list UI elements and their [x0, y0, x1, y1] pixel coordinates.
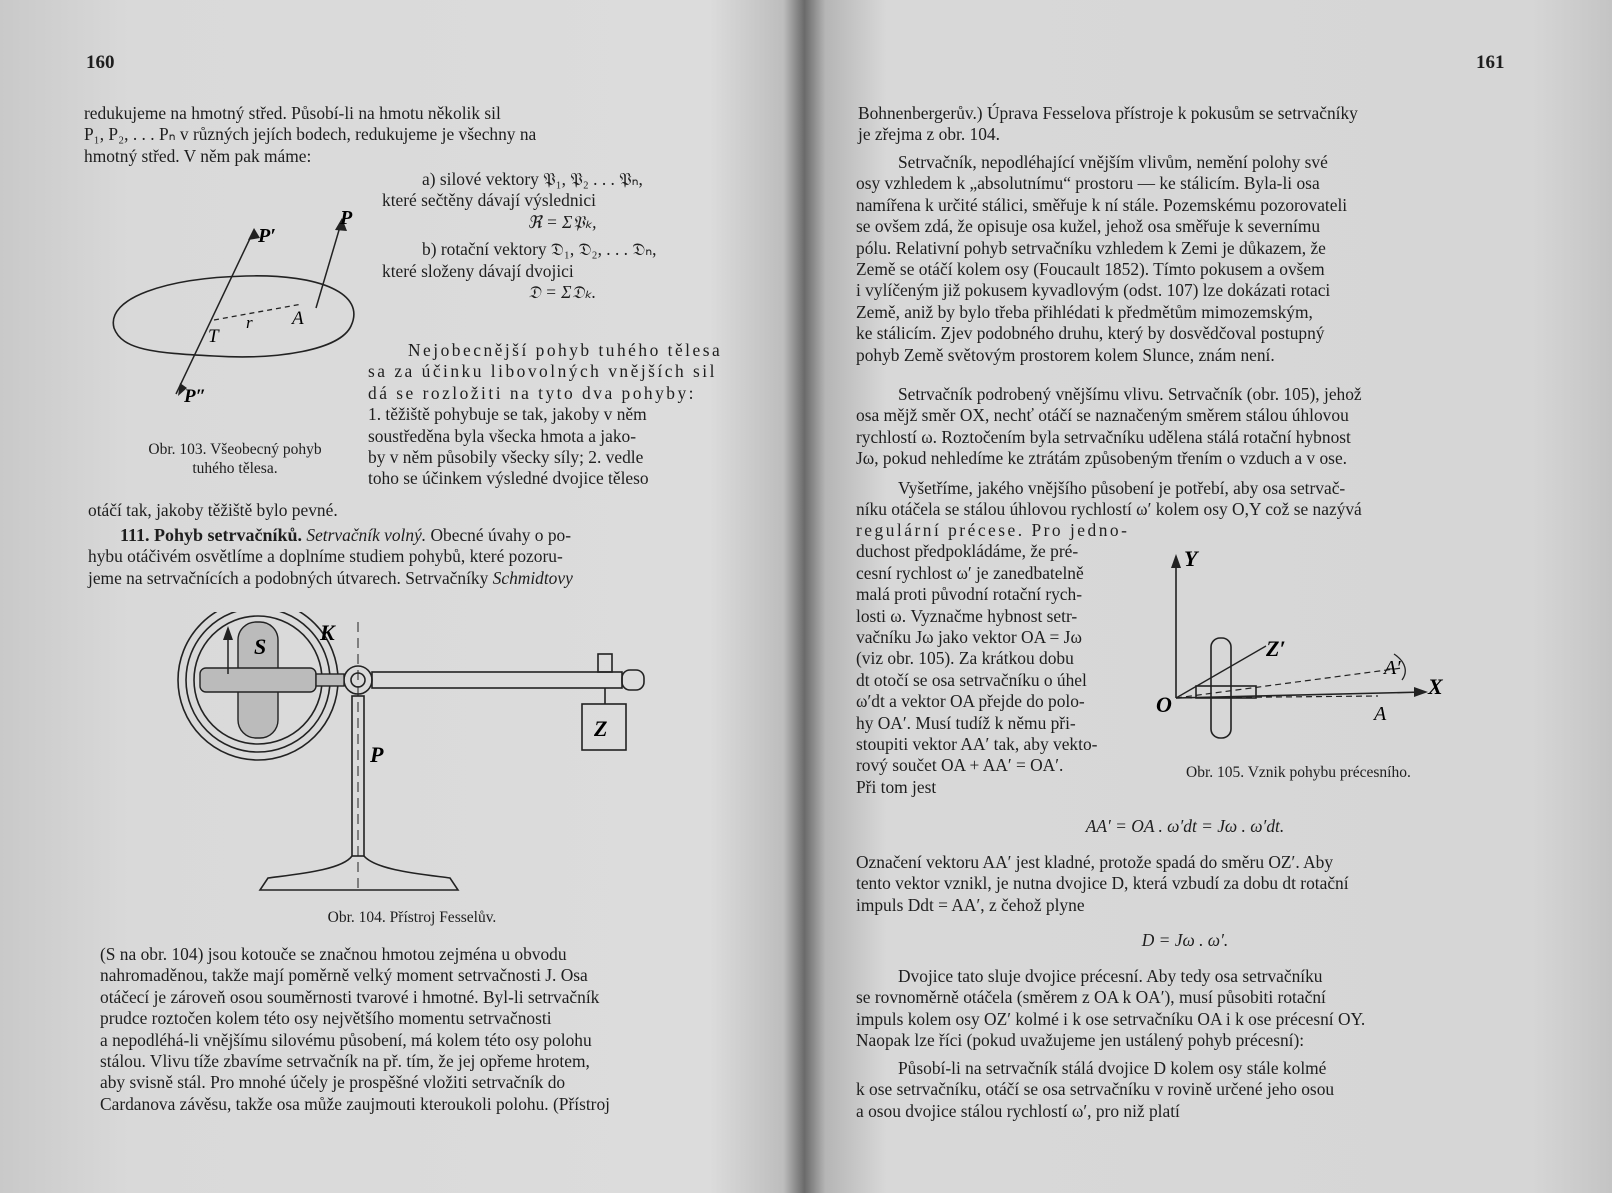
flywheel-horizontal-spoke	[200, 668, 316, 692]
line-p	[316, 220, 342, 308]
text-line: (S na obr. 104) jsou kotouče se značnou hmotou zejména u obvodu	[100, 944, 567, 964]
flywheel-shaft	[316, 674, 344, 686]
text-line: duchost předpokládáme, že pré-	[856, 541, 1079, 562]
text-line: a nepodléhá-li vnějšímu silovému působení, má kolem této osy polohu	[100, 1029, 592, 1050]
paragraph-motion	[368, 340, 742, 490]
text-line: které složeny dávají dvojici	[382, 260, 574, 281]
label-a-prime: A′	[1384, 657, 1401, 679]
paragraph-1	[858, 103, 1514, 146]
paragraph-3	[856, 384, 1514, 470]
label-k: K	[320, 620, 335, 645]
label-p: P	[340, 207, 353, 229]
text-span-italic: Schmidtovy	[492, 567, 573, 588]
text-line: Země, aniž by bylo třeba přihlédati k předmětům mimozemským,	[856, 301, 1313, 322]
equation-1: AA′ = OA . ω′dt = Jω . ω′dt.	[1085, 816, 1285, 836]
paragraph-2	[856, 152, 1514, 366]
text-line: a osou dvojice stálou rychlostí ω′, pro niž platí	[856, 1100, 1180, 1121]
section-heading-line	[88, 525, 742, 546]
label-o: O	[1156, 692, 1172, 717]
label-z-prime: Z′	[1266, 636, 1286, 661]
label-y: Y	[1184, 548, 1198, 571]
text-line: hy OA′. Musí tudíž k němu při-	[856, 712, 1076, 733]
text-line: stálou. Vlivu tíže zbavíme setrvačník na př. tím, že jej opřeme hrotem,	[100, 1051, 590, 1072]
text-line: ω′dt a vektor OA přejde do polo-	[856, 691, 1085, 712]
text-line: hybu otáčivém osvětlíme a doplníme studiem pohybů, které pozoru-	[88, 546, 563, 567]
text-line: Bohnenbergerův.) Úprava Fesselova přístroje k pokusům se setrvačníky	[858, 103, 1358, 123]
label-p-double-prime: P″	[184, 386, 207, 407]
text-line: rychlostí ω. Roztočením byla setrvačníku udělena stálá rotační hybnost	[856, 426, 1351, 447]
text-line: dt otočí se osa setrvačníku o úhel	[856, 669, 1087, 690]
formula: 𝔇 = Σ𝔇ₖ.	[527, 282, 597, 303]
page-number: 160	[86, 52, 115, 73]
paragraph-bottom	[100, 944, 746, 1115]
text-line: redukujeme na hmotný střed. Působí-li na hmotu několik sil	[84, 103, 501, 123]
figure-103-diagram	[96, 200, 366, 430]
text-line: Vyšetříme, jakého vnějšího působení je potřebí, aby osa setrvač-	[898, 478, 1346, 498]
text-line: které sečtěny dávají výslednici	[382, 190, 596, 211]
text-line: aby svisně stál. Pro mnohé účely je prospěšné vložiti setrvačník do	[100, 1072, 566, 1093]
text-line: Cardanova závěsu, takže osa může zaujmouti kteroukoli polohu. (Přístroj	[100, 1093, 610, 1114]
text-line: Nejobecnější pohyb tuhého tělesa	[408, 340, 723, 360]
vector-list	[382, 169, 742, 303]
text-line: soustředěna byla všecka hmota a jako-	[368, 425, 637, 446]
caption-line: tuhého tělesa.	[192, 460, 278, 477]
adjust-screw	[598, 654, 612, 672]
text-line: b) rotační vektory 𝔇₁, 𝔇₂, . . . 𝔇ₙ,	[422, 239, 657, 260]
line-p-prime	[176, 230, 254, 394]
text-line: toho se účinkem výsledné dvojice těleso	[368, 468, 649, 489]
arrow-head	[223, 626, 233, 640]
text-line: rový součet OA + AA′ = OA′.	[856, 755, 1064, 776]
text-span: Obecné úvahy o po-	[426, 525, 572, 545]
text-span: jeme na setrvačnících a podobných útvarech. Setrvačníky	[88, 567, 493, 588]
text-line: sa za účinku libovolných vnějších sil	[368, 361, 717, 382]
text-line: Jω, pokud nehledíme ke ztrátám způsobeným třením o vzduch a v ose.	[856, 448, 1348, 469]
text-line: losti ω. Vyznačme hybnost setr-	[856, 605, 1078, 626]
text-line: otáčecí je zároveň osou souměrnosti tvarové i hmotné. Byl-li setrvačník	[100, 986, 600, 1007]
text-line: se ovšem zdá, že opisuje osa kužel, jehož osa směřuje k severnímu	[856, 216, 1321, 237]
text-line: Dvojice tato sluje dvojice précesní. Aby tedy osa setrvačníku	[898, 966, 1323, 986]
text-line: ke stálicím. Zjev podobného druhu, který by dosvědčoval postupný	[856, 323, 1325, 344]
text-line: pólu. Relativní pohyb setrvačníku vzhledem k Zemi je důkazem, že	[856, 237, 1326, 258]
caption-line: Obr. 103. Všeobecný pohyb	[148, 441, 322, 458]
text-line	[88, 568, 742, 589]
label-a: A	[292, 308, 304, 329]
text-line: Působí-li na setrvačník stálá dvojice D kolem osy stále kolmé	[898, 1058, 1327, 1078]
text-line: vačníku Jω jako vektor OA = Jω	[856, 627, 1082, 648]
text-line: (viz obr. 105). Za krátkou dobu	[856, 648, 1074, 669]
text-line: namířena k určité stálici, směřuje k ní stále. Pozemskému pozorovateli	[856, 194, 1348, 215]
text-line: níku otáčela se stálou úhlovou rychlostí ω′ kolem osy O,Y což se nazývá	[856, 499, 1362, 520]
label-x: X	[1428, 674, 1443, 699]
left-page	[0, 0, 800, 1193]
figure-104-caption: Obr. 104. Přístroj Fesselův.	[327, 909, 497, 926]
paragraph-5	[856, 852, 1514, 916]
text-line: regulární précese. Pro jedno-	[856, 520, 1130, 540]
formula: ℜ = Σ𝔓ₖ,	[527, 211, 597, 232]
base-stand	[260, 856, 458, 890]
figure-104-fessel-apparatus	[168, 612, 668, 912]
text-line: Země se otáčí kolem osy (Foucault 1852). Tímto pokusem a ovšem	[856, 259, 1325, 280]
text-line: Označení vektoru AA′ jest kladné, protože spadá do směru OZ′. Aby	[856, 852, 1334, 872]
text-line: je zřejma z obr. 104.	[858, 124, 1000, 145]
paragraph-intro	[84, 103, 740, 167]
paragraph-6	[856, 966, 1514, 1052]
section-title: 111. Pohyb setrvačníků.	[120, 525, 303, 545]
text-line: Setrvačník podrobený vnějšímu vlivu. Setrvačník (obr. 105), jehož	[898, 384, 1362, 404]
page-number: 161	[1476, 52, 1505, 73]
text-line: prudce roztočen kolem této osy největšího momentu setrvačnosti	[100, 1008, 552, 1029]
section-111	[88, 525, 742, 589]
text-line: pohyb Země světovým prostorem kolem Slunce, znám není.	[856, 344, 1275, 365]
text-line: impuls kolem osy OZ′ kolmé i k ose setrvačníku OA i k ose précesní OY.	[856, 1008, 1366, 1029]
flywheel-disc	[1211, 638, 1231, 738]
label-a: A	[1374, 703, 1387, 725]
label-p-prime: P′	[258, 225, 276, 247]
arm-end	[622, 670, 644, 690]
text-line: dá se rozložiti na tyto dva pohyby:	[368, 382, 697, 403]
text-line: se rovnoměrně otáčela (směrem z OA k OA′), musí působiti rotační	[856, 987, 1326, 1008]
axis-z-prime	[1176, 646, 1266, 698]
equation-2: D = Jω . ω′.	[1141, 930, 1229, 950]
label-t: T	[208, 326, 219, 347]
text-line: Setrvačník, nepodléhající vnějším vlivům, nemění polohy své	[898, 152, 1328, 172]
figure-105-precession	[1156, 548, 1486, 748]
vector-r	[214, 304, 302, 320]
horizontal-arm	[372, 672, 622, 688]
arrow-head	[1171, 554, 1181, 568]
paragraph-4	[856, 478, 1514, 521]
paragraph-4-column	[856, 520, 1162, 798]
figure-103-caption	[100, 440, 370, 478]
text-line: Naopak lze říci (pokud uvažujeme jen ustálený pohyb précesní):	[856, 1030, 1305, 1051]
text-line: stoupiti vektor AA′ tak, aby vekto-	[856, 734, 1098, 755]
section-subtitle: Setrvačník volný.	[306, 525, 427, 545]
text-line: nahromaděnou, takže mají poměrně velký moment setrvačnosti J. Osa	[100, 965, 588, 986]
figure-105-caption: Obr. 105. Vznik pohybu précesního.	[1186, 764, 1411, 781]
text-line: otáčí tak, jakoby těžiště bylo pevné.	[88, 500, 338, 520]
arrow-head	[1414, 687, 1428, 697]
text-line: k ose setrvačníku, otáčí se osa setrvačníku v rovině určené jeho osou	[856, 1079, 1335, 1100]
text-line: Při tom jest	[856, 776, 937, 797]
text-line: cesní rychlost ω′ je zanedbatelně	[856, 562, 1084, 583]
right-page	[806, 0, 1612, 1193]
text-line: P₁, P₂, . . . Pₙ v různých jejích bodech, redukujeme je všechny na	[84, 124, 537, 145]
paragraph-7	[856, 1058, 1514, 1122]
label-p: P	[370, 742, 384, 767]
text-line: 1. těžiště pohybuje se tak, jakoby v něm	[368, 404, 647, 425]
text-line: hmotný střed. V něm pak máme:	[84, 145, 312, 166]
text-line: a) silové vektory 𝔓₁, 𝔓₂ . . . 𝔓ₙ,	[422, 169, 643, 189]
text-line: impuls Ddt = AA′, z čehož plyne	[856, 894, 1085, 915]
text-line: osy vzhledem k „absolutnímu“ prostoru — ke stálicím. Byla-li osa	[856, 173, 1320, 194]
text-line: osa mějž směr OX, nechť otáčí se naznačeným směrem stálou úhlovou	[856, 405, 1349, 426]
label-z: Z	[594, 716, 608, 741]
text-line: by v něm působily všecky síly; 2. vedle	[368, 447, 644, 468]
label-s: S	[254, 634, 267, 659]
text-line: i vylíčeným již pokusem kyvadlovým (odst. 107) lze dokázati rotaci	[856, 280, 1331, 301]
text-line: malá proti původní rotační rych-	[856, 584, 1083, 605]
label-r: r	[246, 313, 253, 332]
text-line: tento vektor vznikl, je nutna dvojice D, která vzbudí za dobu dt rotační	[856, 873, 1349, 894]
